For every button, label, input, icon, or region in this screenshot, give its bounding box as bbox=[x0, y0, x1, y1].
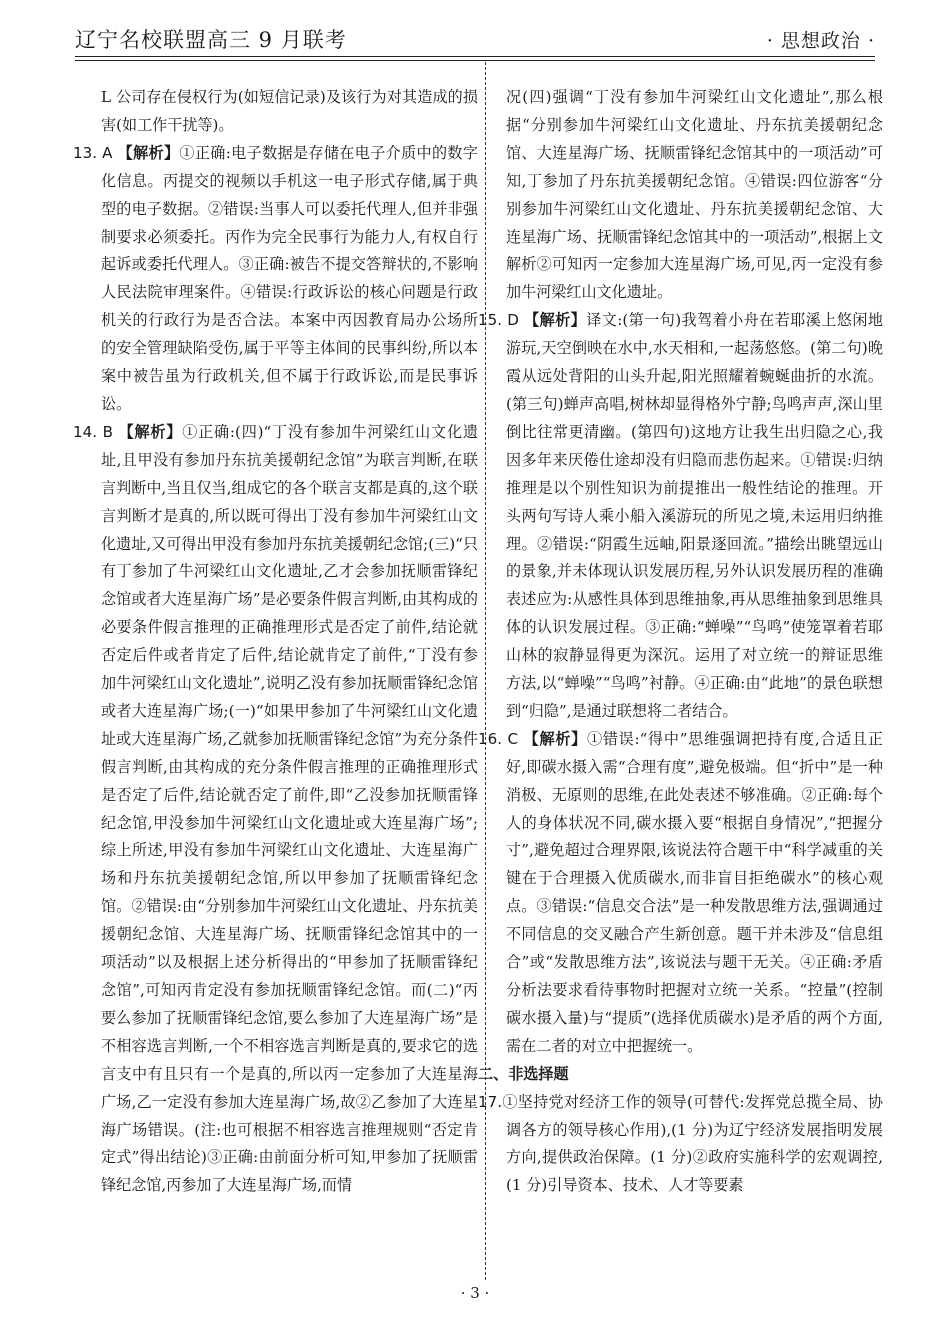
analysis-tag: 【解析】 bbox=[523, 729, 587, 748]
answer-16 bbox=[478, 726, 883, 1061]
answer-number: 17. bbox=[478, 1092, 503, 1111]
left-column bbox=[73, 84, 478, 1200]
answer-text: ①坚持党对经济工作的领导(可替代:发挥党总揽全局、协调各方的领导核心作用),(1 分)为辽宁经济发展指明发展方向,提供政治保障。(1 分)②政府实施科学的宏观调控,(1 分)引导资本、技术、人才等要素 bbox=[502, 1092, 883, 1195]
exam-title: 辽宁名校联盟高三 9 月联考 bbox=[75, 28, 347, 52]
analysis-tag: 【解析】 bbox=[118, 422, 183, 441]
answer-number: 14. B bbox=[73, 422, 113, 441]
header-rule-top bbox=[75, 56, 875, 57]
subject-label: · 思想政治 · bbox=[766, 30, 875, 52]
answer-text: ①错误:“得中”思维强调把持有度,合适且正好,即碳水摄入需“合理有度”,避免极端。但“折中”是一种消极、无原则的思维,在此处表述不够准确。②正确:每个人的身体状况不同,碳水摄入要“根据自身情况”,“把握分寸”,避免超过合理界限,该说法符合题干中“科学减重的关键在于合理摄入优质碳水,而非盲目拒绝碳水”的核心观点。③错误:“信息交合法”是一种发散思维方法,强调通过不同信息的交叉融合产生新创意。题干并未涉及“信息组合”或“发散思维方法”,该说法与题干无关。④正确:矛盾分析法要求看待事物时把握对立统一关系。“控量”(控制碳水摄入量)与“提质”(选择优质碳水)是矛盾的两个方面,需在二者的对立中把握统一。 bbox=[506, 729, 883, 1055]
continued-text: L 公司存在侵权行为(如短信记录)及该行为对其造成的损害(如工作干扰等)。 bbox=[101, 88, 478, 134]
answer-number: 15. D bbox=[478, 311, 519, 330]
continued-text: 况(四)强调“丁没有参加牛河梁红山文化遗址”,那么根据“分别参加牛河梁红山文化遗址、丹东抗美援朝纪念馆、大连星海广场、抚顺雷锋纪念馆其中的一项活动”可知,丁参加了丹东抗美援朝纪念馆。④错误:四位游客“分别参加牛河梁红山文化遗址、丹东抗美援朝纪念馆、大连星海广场、抚顺雷锋纪念馆其中的一项活动”,根据上文解析②可知丙一定参加大连星海广场,可见,丙一定没有参加牛河梁红山文化遗址。 bbox=[506, 88, 883, 302]
section-title: 二、非选择题 bbox=[478, 1064, 569, 1083]
answer-13 bbox=[73, 140, 478, 419]
answer-number: 13. A bbox=[73, 143, 113, 162]
answer-text: ①正确:(四)“丁没有参加牛河梁红山文化遗址,且甲没有参加丹东抗美援朝纪念馆”为联言判断,在联言判断中,当且仅当,组成它的各个联言支都是真的,这个联言判断才是真的,所以既可得出丁没有参加牛河梁红山文化遗址,又可得出甲没有参加丹东抗美援朝纪念馆;(三)“只有丁参加了牛河梁红山文化遗址,乙才会参加抚顺雷锋纪念馆或者大连星海广场”是必要条件假言判断,由其构成的必要条件假言推理的正确推理形式是否定了前件,结论就否定后件或者肯定了后件,结论就肯定了前件,“丁没有参加牛河梁红山文化遗址”,说明乙没有参加抚顺雷锋纪念馆或者大连星海广场;(一)“如果甲参加了牛河梁红山文化遗址或大连星海广场,乙就参加抚顺雷锋纪念馆”为充分条件假言判断,由其构成的充分条件假言推理的正确推理形式是否定了后件,结论就否定了前件,即“乙没参加抚顺雷锋纪念馆,甲没参加牛河梁红山文化遗址或大连星海广场”;综上所述,甲没有参加牛河梁红山文化遗址、大连星海广场和丹东抗美援朝纪念馆,所以甲参加了抚顺雷锋纪念馆。②错误:由“分别参加牛河梁红山文化遗址、丹东抗美援朝纪念馆、大连星海广场、抚顺雷锋纪念馆其中的一项活动”以及根据上述分析得出的“甲参加了抚顺雷锋纪念馆”,可知丙肯定没有参加抚顺雷锋纪念馆。而(二)“丙要么参加了抚顺雷锋纪念馆,要么参加了大连星海广场”是不相容选言判断,一个不相容选言判断是真的,要求它的选言支中有且只有一个是真的,所以丙一定参加了大连星海广场,乙一定没有参加大连星海广场,故②乙参加了大连星海广场错误。(注:也可根据不相容选言推理规则“否定肯定式”得出结论)③正确:由前面分析可知,甲参加了抚顺雷锋纪念馆,丙参加了大连星海广场,而情 bbox=[101, 422, 478, 1195]
answer-text: 译文:(第一句)我驾着小舟在若耶溪上悠闲地游玩,天空倒映在水中,水天相和,一起荡悠悠。(第二句)晚霞从远处背阳的山头升起,阳光照耀着蜿蜒曲折的水流。(第三句)蝉声高唱,树林却显得格外宁静;鸟鸣声声,深山里倒比往常更清幽。(第四句)这地方让我生出归隐之心,我因多年来厌倦仕途却没有归隐而悲伤起来。①错误:归纳推理是以个别性知识为前提推出一般性结论的推理。开头两句写诗人乘小船入溪游玩的所见之境,未运用归纳推理。②错误:“阴霞生远岫,阳景逐回流。”描绘出眺望远山的景象,并未体现认识发展历程,另外认识发展历程的准确表述应为:从感性具体到思维抽象,再从思维抽象到思维具体的认识发展过程。③正确:“蝉噪”“鸟鸣”使笼罩着若耶山林的寂静显得更为深沉。运用了对立统一的辩证思维方法,以“蝉噪”“鸟鸣”衬静。④正确:由“此地”的景色联想到“归隐”,是通过联想将二者结合。 bbox=[506, 311, 883, 720]
right-column bbox=[478, 84, 883, 1200]
analysis-tag: 【解析】 bbox=[117, 143, 180, 162]
analysis-tag: 【解析】 bbox=[524, 311, 587, 330]
answer-number: 16. C bbox=[478, 729, 519, 748]
answer-15 bbox=[478, 307, 883, 726]
page-number: · 3 · bbox=[460, 1284, 490, 1302]
header-rule-bottom bbox=[75, 60, 875, 61]
answer-text: ①正确:电子数据是存储在电子介质中的数字化信息。丙提交的视频以手机这一电子形式存储,属于典型的电子数据。②错误:当事人可以委托代理人,但并非强制要求必须委托。丙作为完全民事行为能力人,有权自行起诉或委托代理人。③正确:被告不提交答辩状的,不影响人民法院审理案件。④错误:行政诉讼的核心问题是行政机关的行政行为是否合法。本案中丙因教育局办公场所的安全管理缺陷受伤,属于平等主体间的民事纠纷,所以本案中被告虽为行政机关,但不属于行政诉讼,而是民事诉讼。 bbox=[101, 143, 478, 413]
answer-17 bbox=[478, 1089, 883, 1201]
page-header bbox=[75, 24, 875, 54]
answer-14 bbox=[73, 419, 478, 1200]
